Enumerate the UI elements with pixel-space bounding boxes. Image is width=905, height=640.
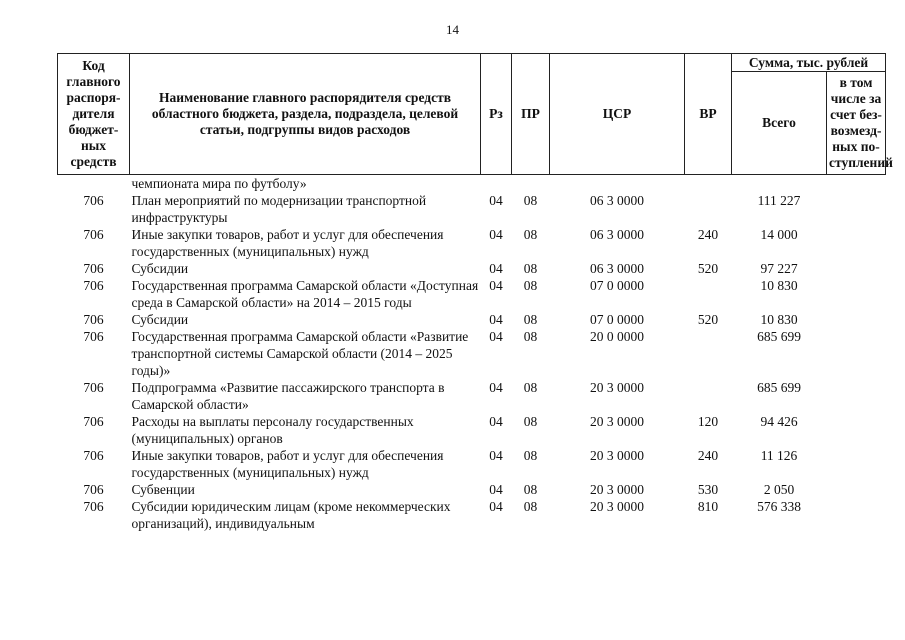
cell-rz: 04 — [489, 414, 503, 429]
table-row — [58, 175, 886, 193]
cell-pr: 08 — [523, 414, 538, 429]
cell-csr: 06 3 0000 — [590, 261, 644, 276]
cell-free — [827, 192, 886, 226]
cell-name: Иные закупки товаров, работ и услуг для обеспечения государственных (муниципальных) нужд — [131, 227, 444, 259]
table-row — [58, 311, 886, 328]
header-sum: Сумма, тыс. рублей — [732, 54, 886, 72]
cell-csr: 06 3 0000 — [590, 227, 644, 242]
header-free: в том числе за счет без-возмезд-ных по-ступлений — [827, 72, 886, 175]
cell-free — [827, 379, 886, 413]
cell-name: Субсидии — [131, 312, 189, 327]
cell-code: 706 — [83, 482, 104, 497]
table-row — [58, 481, 886, 498]
cell-name: Субсидии — [131, 261, 189, 276]
cell-free — [827, 481, 886, 498]
cell-code: 706 — [83, 278, 104, 293]
cell-free — [827, 277, 886, 311]
cell-free — [827, 175, 886, 193]
cell-pr: 08 — [523, 193, 538, 208]
cell-vr: 810 — [697, 499, 719, 514]
cell-name: Государственная программа Самарской области «Развитие транспортной системы Самарской области (2014 – 2025 годы)» — [131, 329, 469, 378]
cell-vr — [685, 328, 732, 379]
header-csr: ЦСР — [550, 54, 685, 175]
cell-name: Субсидии юридическим лицам (кроме некоммерческих организаций), индивидуальным — [131, 499, 451, 531]
cell-vr — [685, 379, 732, 413]
cell-pr: 08 — [523, 499, 538, 514]
table-header — [58, 54, 893, 175]
cell-name: План мероприятий по модернизации транспортной инфраструктуры — [131, 193, 427, 225]
budget-table — [57, 53, 893, 532]
header-vr: ВР — [685, 54, 732, 175]
header-name: Наименование главного распорядителя средств областного бюджета, раздела, подраздела, целевой статьи, подгруппы видов расходов — [130, 54, 481, 175]
cell-csr: 20 0 0000 — [590, 329, 644, 344]
cell-free — [827, 260, 886, 277]
table-row — [58, 260, 886, 277]
cell-vr: 240 — [697, 227, 719, 242]
cell-pr: 08 — [523, 227, 538, 242]
cell-code: 706 — [83, 193, 104, 208]
cell-code: 706 — [83, 448, 104, 463]
cell-vr — [685, 192, 732, 226]
cell-pr: 08 — [523, 380, 538, 395]
header-code: Код главного распоря-дителя бюджет-ных средств — [58, 54, 130, 175]
table-row — [58, 379, 886, 413]
cell-code: 706 — [83, 312, 104, 327]
cell-name: Субвенции — [131, 482, 195, 497]
cell-total: 685 699 — [757, 380, 801, 395]
header-pr: ПР — [512, 54, 550, 175]
cell-rz — [481, 175, 512, 193]
cell-code: 706 — [83, 380, 104, 395]
cell-rz: 04 — [489, 227, 503, 242]
cell-vr: 120 — [697, 414, 719, 429]
table-body — [58, 175, 886, 533]
cell-vr — [685, 175, 732, 193]
cell-name: чемпионата мира по футболу» — [131, 176, 307, 191]
cell-csr: 07 0 0000 — [590, 278, 644, 293]
cell-pr: 08 — [523, 312, 538, 327]
cell-free — [827, 328, 886, 379]
cell-pr: 08 — [523, 482, 538, 497]
header-rz: Рз — [481, 54, 512, 175]
cell-csr: 20 3 0000 — [590, 380, 644, 395]
cell-csr: 20 3 0000 — [590, 499, 644, 514]
cell-name: Подпрограмма «Развитие пассажирского транспорта в Самарской области» — [131, 380, 445, 412]
cell-name: Государственная программа Самарской области «Доступная среда в Самарской области» на 2014 – 2015 годы — [131, 278, 479, 310]
cell-total: 97 227 — [760, 261, 798, 276]
cell-code: 706 — [83, 414, 104, 429]
cell-rz: 04 — [489, 261, 503, 276]
cell-free — [827, 226, 886, 260]
cell-total: 10 830 — [760, 278, 798, 293]
cell-rz: 04 — [489, 278, 503, 293]
cell-total: 685 699 — [757, 329, 801, 344]
cell-total: 2 050 — [763, 482, 795, 497]
cell-total: 14 000 — [760, 227, 798, 242]
cell-name: Иные закупки товаров, работ и услуг для обеспечения государственных (муниципальных) нужд — [131, 448, 444, 480]
cell-name: Расходы на выплаты персоналу государственных (муниципальных) органов — [131, 414, 414, 446]
cell-rz: 04 — [489, 193, 503, 208]
cell-vr: 530 — [697, 482, 719, 497]
cell-total: 94 426 — [760, 414, 798, 429]
cell-code: 706 — [83, 261, 104, 276]
cell-total — [732, 175, 827, 193]
cell-pr: 08 — [523, 448, 538, 463]
page-number: 14 — [446, 22, 459, 37]
cell-vr — [685, 277, 732, 311]
cell-csr: 20 3 0000 — [590, 448, 644, 463]
table-row — [58, 498, 886, 532]
cell-pr — [512, 175, 550, 193]
cell-rz: 04 — [489, 329, 503, 344]
cell-pr: 08 — [523, 329, 538, 344]
table-row — [58, 413, 886, 447]
cell-vr: 240 — [697, 448, 719, 463]
cell-free — [827, 311, 886, 328]
cell-free — [827, 413, 886, 447]
cell-code: 706 — [83, 499, 104, 514]
table-row — [58, 328, 886, 379]
cell-free — [827, 447, 886, 481]
cell-vr: 520 — [697, 312, 719, 327]
cell-free — [827, 498, 886, 532]
cell-rz: 04 — [489, 482, 503, 497]
cell-code: 706 — [83, 227, 104, 242]
cell-pr: 08 — [523, 278, 538, 293]
cell-total: 111 227 — [757, 193, 801, 208]
cell-csr: 06 3 0000 — [590, 193, 644, 208]
cell-rz: 04 — [489, 499, 503, 514]
header-total: Всего — [732, 72, 827, 175]
table-row — [58, 192, 886, 226]
cell-rz: 04 — [489, 448, 503, 463]
cell-total: 11 126 — [760, 448, 798, 463]
cell-csr: 20 3 0000 — [590, 414, 644, 429]
cell-csr — [550, 175, 685, 193]
table-row — [58, 226, 886, 260]
cell-rz: 04 — [489, 312, 503, 327]
table-row — [58, 277, 886, 311]
cell-code: 706 — [83, 329, 104, 344]
cell-vr: 520 — [697, 261, 719, 276]
cell-csr: 07 0 0000 — [590, 312, 644, 327]
cell-rz: 04 — [489, 380, 503, 395]
cell-code — [58, 175, 130, 193]
cell-pr: 08 — [523, 261, 538, 276]
table-row — [58, 447, 886, 481]
cell-total: 10 830 — [760, 312, 798, 327]
cell-csr: 20 3 0000 — [590, 482, 644, 497]
cell-total: 576 338 — [757, 499, 801, 514]
